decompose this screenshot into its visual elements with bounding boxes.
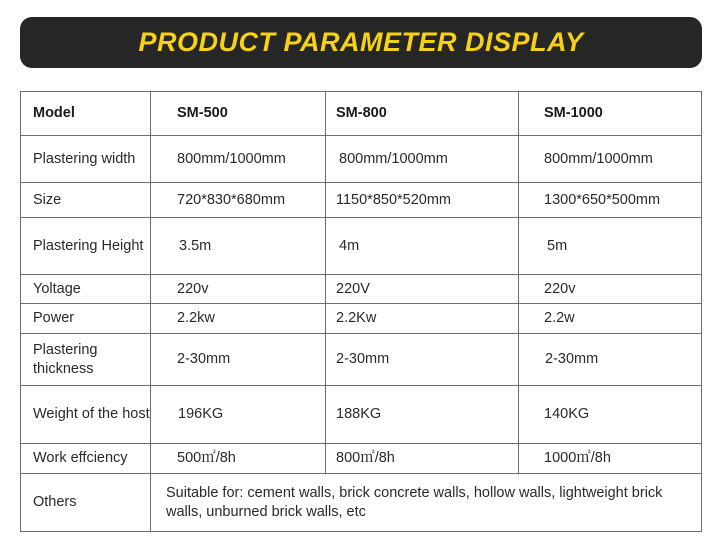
table-cell: 500㎡/8h — [151, 444, 326, 474]
row-label: Work effciency — [21, 444, 151, 474]
table-cell: 3.5m — [151, 218, 326, 275]
table-row — [21, 136, 702, 183]
table-cell: 4m — [326, 218, 519, 275]
table-row — [21, 275, 702, 304]
table-row — [21, 218, 702, 275]
table-cell: 220v — [151, 275, 326, 304]
table-cell: 5m — [519, 218, 702, 275]
table-cell: 2.2Kw — [326, 304, 519, 334]
banner-title: PRODUCT PARAMETER DISPLAY — [138, 27, 584, 57]
table-cell: 800mm/1000mm — [519, 136, 702, 183]
table-row — [21, 444, 702, 474]
table-cell: 188KG — [326, 386, 519, 444]
table-row-others — [21, 474, 702, 532]
row-label: Plastering Height — [21, 218, 151, 275]
table-cell: 220V — [326, 275, 519, 304]
title-banner — [20, 17, 702, 68]
table-cell: 2.2w — [519, 304, 702, 334]
header-cell: SM-800 — [326, 92, 519, 136]
table-cell: 196KG — [151, 386, 326, 444]
header-cell: SM-1000 — [519, 92, 702, 136]
table-cell: 1300*650*500mm — [519, 183, 702, 218]
table-row — [21, 183, 702, 218]
table-row — [21, 386, 702, 444]
table-cell: 2-30mm — [151, 334, 326, 386]
table-cell: 800mm/1000mm — [151, 136, 326, 183]
parameter-table — [20, 91, 702, 532]
table-cell: 2.2kw — [151, 304, 326, 334]
table-cell: 140KG — [519, 386, 702, 444]
row-label: Plastering width — [21, 136, 151, 183]
table-cell: 220v — [519, 275, 702, 304]
table-cell: 2-30mm — [519, 334, 702, 386]
header-cell: SM-500 — [151, 92, 326, 136]
table-cell: 1150*850*520mm — [326, 183, 519, 218]
row-label: Others — [21, 474, 151, 532]
table-cell: 800mm/1000mm — [326, 136, 519, 183]
others-description: Suitable for: cement walls, brick concrete walls, hollow walls, lightweight brick walls, unburned brick walls, etc — [151, 474, 702, 532]
table-row — [21, 334, 702, 386]
table-cell: 800㎡/8h — [326, 444, 519, 474]
row-label: Yoltage — [21, 275, 151, 304]
header-cell: Model — [21, 92, 151, 136]
row-label: Power — [21, 304, 151, 334]
table-row — [21, 304, 702, 334]
row-label: Plastering thickness — [21, 334, 151, 386]
row-label: Weight of the host — [21, 386, 151, 444]
table-cell: 720*830*680mm — [151, 183, 326, 218]
table-cell: 2-30mm — [326, 334, 519, 386]
table-header-row — [21, 92, 702, 136]
row-label: Size — [21, 183, 151, 218]
table-cell: 1000㎡/8h — [519, 444, 702, 474]
